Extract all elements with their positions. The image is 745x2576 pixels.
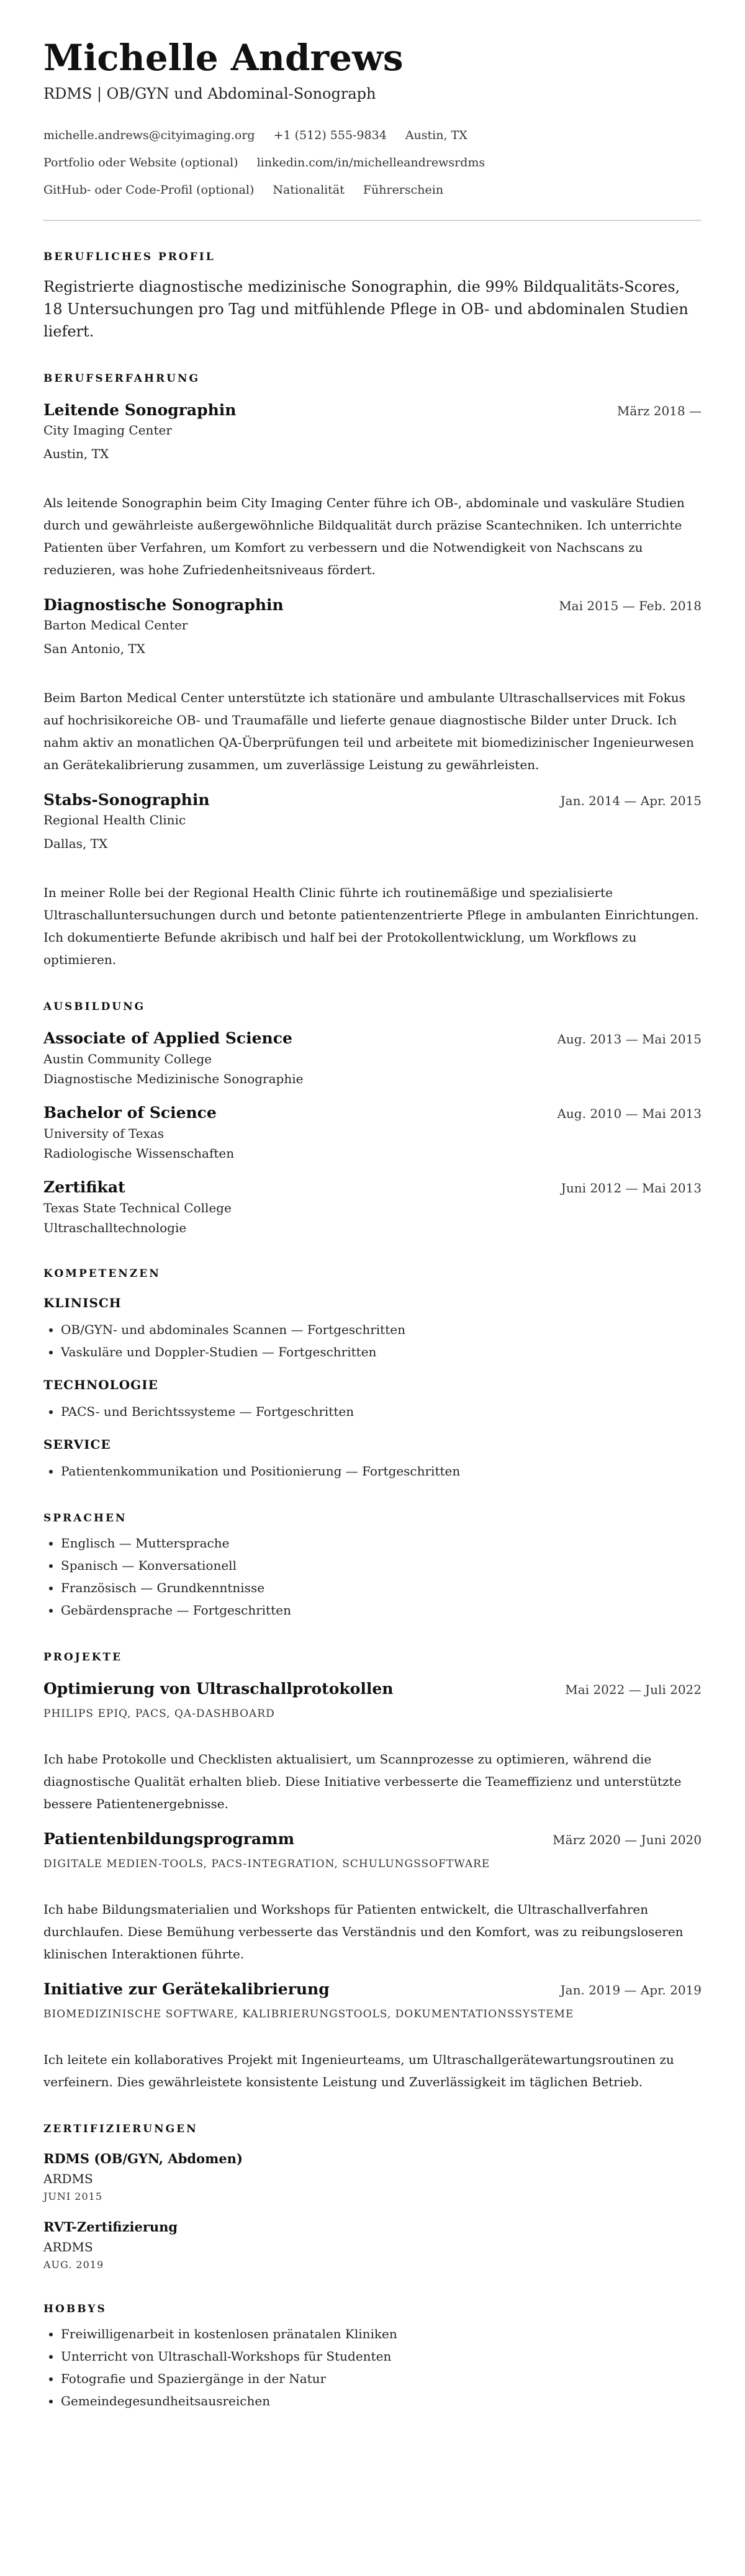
degree-date: Aug. 2010 — Mai 2013: [557, 1106, 702, 1121]
degree-title: Bachelor of Science: [43, 1104, 217, 1122]
header-divider: [43, 220, 702, 221]
skill-item: • OB/GYN- und abdominales Scannen — Fortgeschritten: [61, 1318, 702, 1341]
school-name: Texas State Technical College: [43, 1200, 232, 1215]
section-title-languages: SPRACHEN: [43, 1512, 127, 1524]
skill-list: [43, 1460, 702, 1482]
candidate-name: Michelle Andrews: [43, 37, 404, 79]
project-date: Mai 2022 — Juli 2022: [565, 1682, 702, 1697]
education-entry: [43, 1102, 702, 1163]
project-title: Patientenbildungsprogramm: [43, 1830, 295, 1848]
project-description: Ich habe Bildungsmaterialien und Workshops für Patienten entwickelt, die Ultraschallverfahren durchlaufen. Diese Bemühung verbesserte das Verständnis und den Komfort, was zu reibungsloseren klinischen Interaktionen führte.: [43, 1902, 684, 1961]
project-date: März 2020 — Juni 2020: [553, 1832, 702, 1847]
job-employer: Regional Health Clinic: [43, 813, 186, 827]
job-description: In meiner Rolle bei der Regional Health Clinic führte ich routinemäßige und spezialisierte Ultraschalluntersuchungen durch und betonte patientenzentrierte Pflege in ambulanten Einrichtungen. Ich dokumentierte Befunde akribisch und half bei der Protokollentwicklung, um Workflows zu optimieren.: [43, 885, 699, 967]
certification-name: RDMS (OB/GYN, Abdomen): [43, 2151, 243, 2166]
contact-row-extra: [43, 181, 702, 199]
section-title-profile: BERUFLICHES PROFIL: [43, 251, 215, 263]
project-entry: [43, 1979, 702, 2093]
projects-section: [43, 1650, 702, 2093]
job-date: Mai 2015 — Feb. 2018: [559, 598, 702, 613]
experience-entry: [43, 595, 702, 776]
contact-email[interactable]: michelle.andrews@cityimaging.org: [43, 128, 255, 142]
contact-location: Austin, TX: [405, 128, 467, 142]
job-title: Leitende Sonographin: [43, 401, 237, 419]
language-item: • Französisch — Grundkenntnisse: [61, 1577, 702, 1599]
hobby-item: • Gemeindegesundheitsausreichen: [61, 2390, 702, 2412]
project-entry: [43, 1829, 702, 1965]
section-title-education: AUSBILDUNG: [43, 1001, 146, 1013]
language-item: • Englisch — Muttersprache: [61, 1532, 702, 1554]
certification-name: RVT-Zertifizierung: [43, 2219, 178, 2235]
candidate-subtitle: RDMS | OB/GYN und Abdominal-Sonograph: [43, 85, 376, 102]
project-description: Ich habe Protokolle und Checklisten aktualisiert, um Scannprozesse zu optimieren, während die diagnostische Qualität erhalten blieb. Diese Initiative verbesserte die Teameffizienz und unterstützte bessere Patientenergebnisse.: [43, 1752, 682, 1811]
section-title-skills: KOMPETENZEN: [43, 1268, 161, 1280]
project-title: Optimierung von Ultraschallprotokollen: [43, 1680, 394, 1698]
experience-entry: [43, 400, 702, 581]
job-title: Stabs-Sonographin: [43, 791, 210, 809]
skill-item: • PACS- und Berichtssysteme — Fortgeschritten: [61, 1400, 702, 1423]
job-description: Beim Barton Medical Center unterstützte ich stationäre und ambulante Ultraschallservices mit Fokus auf hochrisikoreiche OB- und Traumafälle und lieferte genaue diagnostische Bilder unter Druck. Ich nahm aktiv an monatlichen QA-Überprüfungen teil und arbeitete mit biomedizinischer Ingenieurwesen an Gerätekalibrierung zusammen, um zuverlässige Leistung zu gewährleisten.: [43, 690, 694, 772]
field-of-study: Ultraschalltechnologie: [43, 1220, 187, 1235]
school-name: University of Texas: [43, 1126, 165, 1141]
certification-issuer: ARDMS: [43, 2171, 93, 2186]
education-entry: [43, 1028, 702, 1089]
project-tools: BIOMEDIZINISCHE SOFTWARE, KALIBRIERUNGSTOOLS, DOKUMENTATIONSSYSTEME: [43, 2008, 574, 2020]
education-entry: [43, 1177, 702, 1238]
job-employer: City Imaging Center: [43, 423, 172, 438]
experience-section: [43, 371, 702, 971]
languages-section: [43, 1511, 702, 1621]
language-list: [43, 1532, 702, 1621]
education-section: [43, 999, 702, 1238]
resume-header: [43, 0, 702, 221]
contact-nationality: Nationalität: [273, 183, 345, 197]
project-tools: PHILIPS EPIQ, PACS, QA-DASHBOARD: [43, 1708, 275, 1720]
section-title-experience: BERUFSERFAHRUNG: [43, 372, 201, 385]
contact-phone[interactable]: +1 (512) 555-9834: [273, 128, 387, 142]
section-title-certifications: ZERTIFIZIERUNGEN: [43, 2123, 198, 2135]
project-description: Ich leitete ein kollaboratives Projekt mit Ingenieurteams, um Ultraschallgerätewartungsroutinen zu verfeinern. Dies gewährleistete konsistente Leistung und Zuverlässigkeit im täglichen Betrieb.: [43, 2052, 674, 2089]
certifications-section: [43, 2122, 702, 2273]
section-title-projects: PROJEKTE: [43, 1651, 123, 1664]
job-location: San Antonio, TX: [43, 641, 145, 656]
certification-date: AUG. 2019: [43, 2259, 104, 2271]
profile-section: [43, 250, 702, 343]
degree-date: Juni 2012 — Mai 2013: [561, 1181, 702, 1196]
job-title: Diagnostische Sonographin: [43, 596, 284, 614]
language-item: • Gebärdensprache — Fortgeschritten: [61, 1599, 702, 1621]
job-date: März 2018 —: [616, 403, 702, 418]
hobby-item: • Unterricht von Ultraschall-Workshops für Studenten: [61, 2345, 702, 2367]
job-description: Als leitende Sonographin beim City Imaging Center führe ich OB-, abdominale und vaskuläre Studien durch und gewährleiste außergewöhnliche Bildqualität durch präzise Scantechniken. Ich unterrichte Patienten über Verfahren, um Komfort zu verbessern und die Notwendigkeit von Nachscans zu reduzieren, was hohe Zufriedenheitsniveaus fördert.: [43, 495, 685, 577]
job-employer: Barton Medical Center: [43, 618, 188, 633]
language-item: • Spanisch — Konversationell: [61, 1554, 702, 1577]
contact-license: Führerschein: [363, 183, 444, 197]
job-date: Jan. 2014 — Apr. 2015: [560, 793, 702, 808]
hobbies-section: [43, 2302, 702, 2412]
experience-entry: [43, 790, 702, 971]
field-of-study: Diagnostische Medizinische Sonographie: [43, 1071, 304, 1086]
certification-entry: [43, 2217, 702, 2273]
skill-group-title: SERVICE: [43, 1437, 111, 1452]
job-location: Dallas, TX: [43, 836, 108, 851]
section-title-hobbies: HOBBYS: [43, 2303, 107, 2315]
skill-list: [43, 1318, 702, 1363]
certification-entry: [43, 2149, 702, 2205]
degree-title: Zertifikat: [43, 1178, 125, 1196]
certification-date: JUNI 2015: [43, 2191, 103, 2202]
degree-date: Aug. 2013 — Mai 2015: [557, 1032, 702, 1047]
job-location: Austin, TX: [43, 446, 109, 461]
degree-title: Associate of Applied Science: [43, 1029, 292, 1047]
hobby-list: [43, 2323, 702, 2412]
hobby-item: • Freiwilligenarbeit in kostenlosen pränatalen Kliniken: [61, 2323, 702, 2345]
skill-list: [43, 1400, 702, 1423]
contact-github[interactable]: GitHub- oder Code-Profil (optional): [43, 183, 255, 197]
skills-section: [43, 1266, 702, 1482]
project-date: Jan. 2019 — Apr. 2019: [560, 1983, 702, 1997]
project-tools: DIGITALE MEDIEN-TOOLS, PACS-INTEGRATION, SCHULUNGSSOFTWARE: [43, 1858, 490, 1870]
skill-item: • Patientenkommunikation und Positionierung — Fortgeschritten: [61, 1460, 702, 1482]
certification-issuer: ARDMS: [43, 2240, 93, 2254]
profile-summary: Registrierte diagnostische medizinische Sonographin, die 99% Bildqualitäts-Scores, 18 Untersuchungen pro Tag und mitfühlende Pflege in OB- und abdominalen Studien liefert.: [43, 278, 689, 340]
contact-linkedin[interactable]: linkedin.com/in/michelleandrewsrdms: [256, 156, 485, 169]
hobby-item: • Fotografie und Spaziergänge in der Natur: [61, 2367, 702, 2390]
skill-group-title: KLINISCH: [43, 1295, 122, 1310]
field-of-study: Radiologische Wissenschaften: [43, 1146, 235, 1161]
contact-row-links: [43, 154, 702, 171]
school-name: Austin Community College: [43, 1052, 212, 1066]
contact-row-primary: [43, 127, 702, 144]
skill-group-title: TECHNOLOGIE: [43, 1377, 158, 1392]
skill-item: • Vaskuläre und Doppler-Studien — Fortgeschritten: [61, 1341, 702, 1363]
contact-portfolio[interactable]: Portfolio oder Website (optional): [43, 156, 238, 169]
project-entry: [43, 1678, 702, 1815]
project-title: Initiative zur Gerätekalibrierung: [43, 1980, 330, 1998]
